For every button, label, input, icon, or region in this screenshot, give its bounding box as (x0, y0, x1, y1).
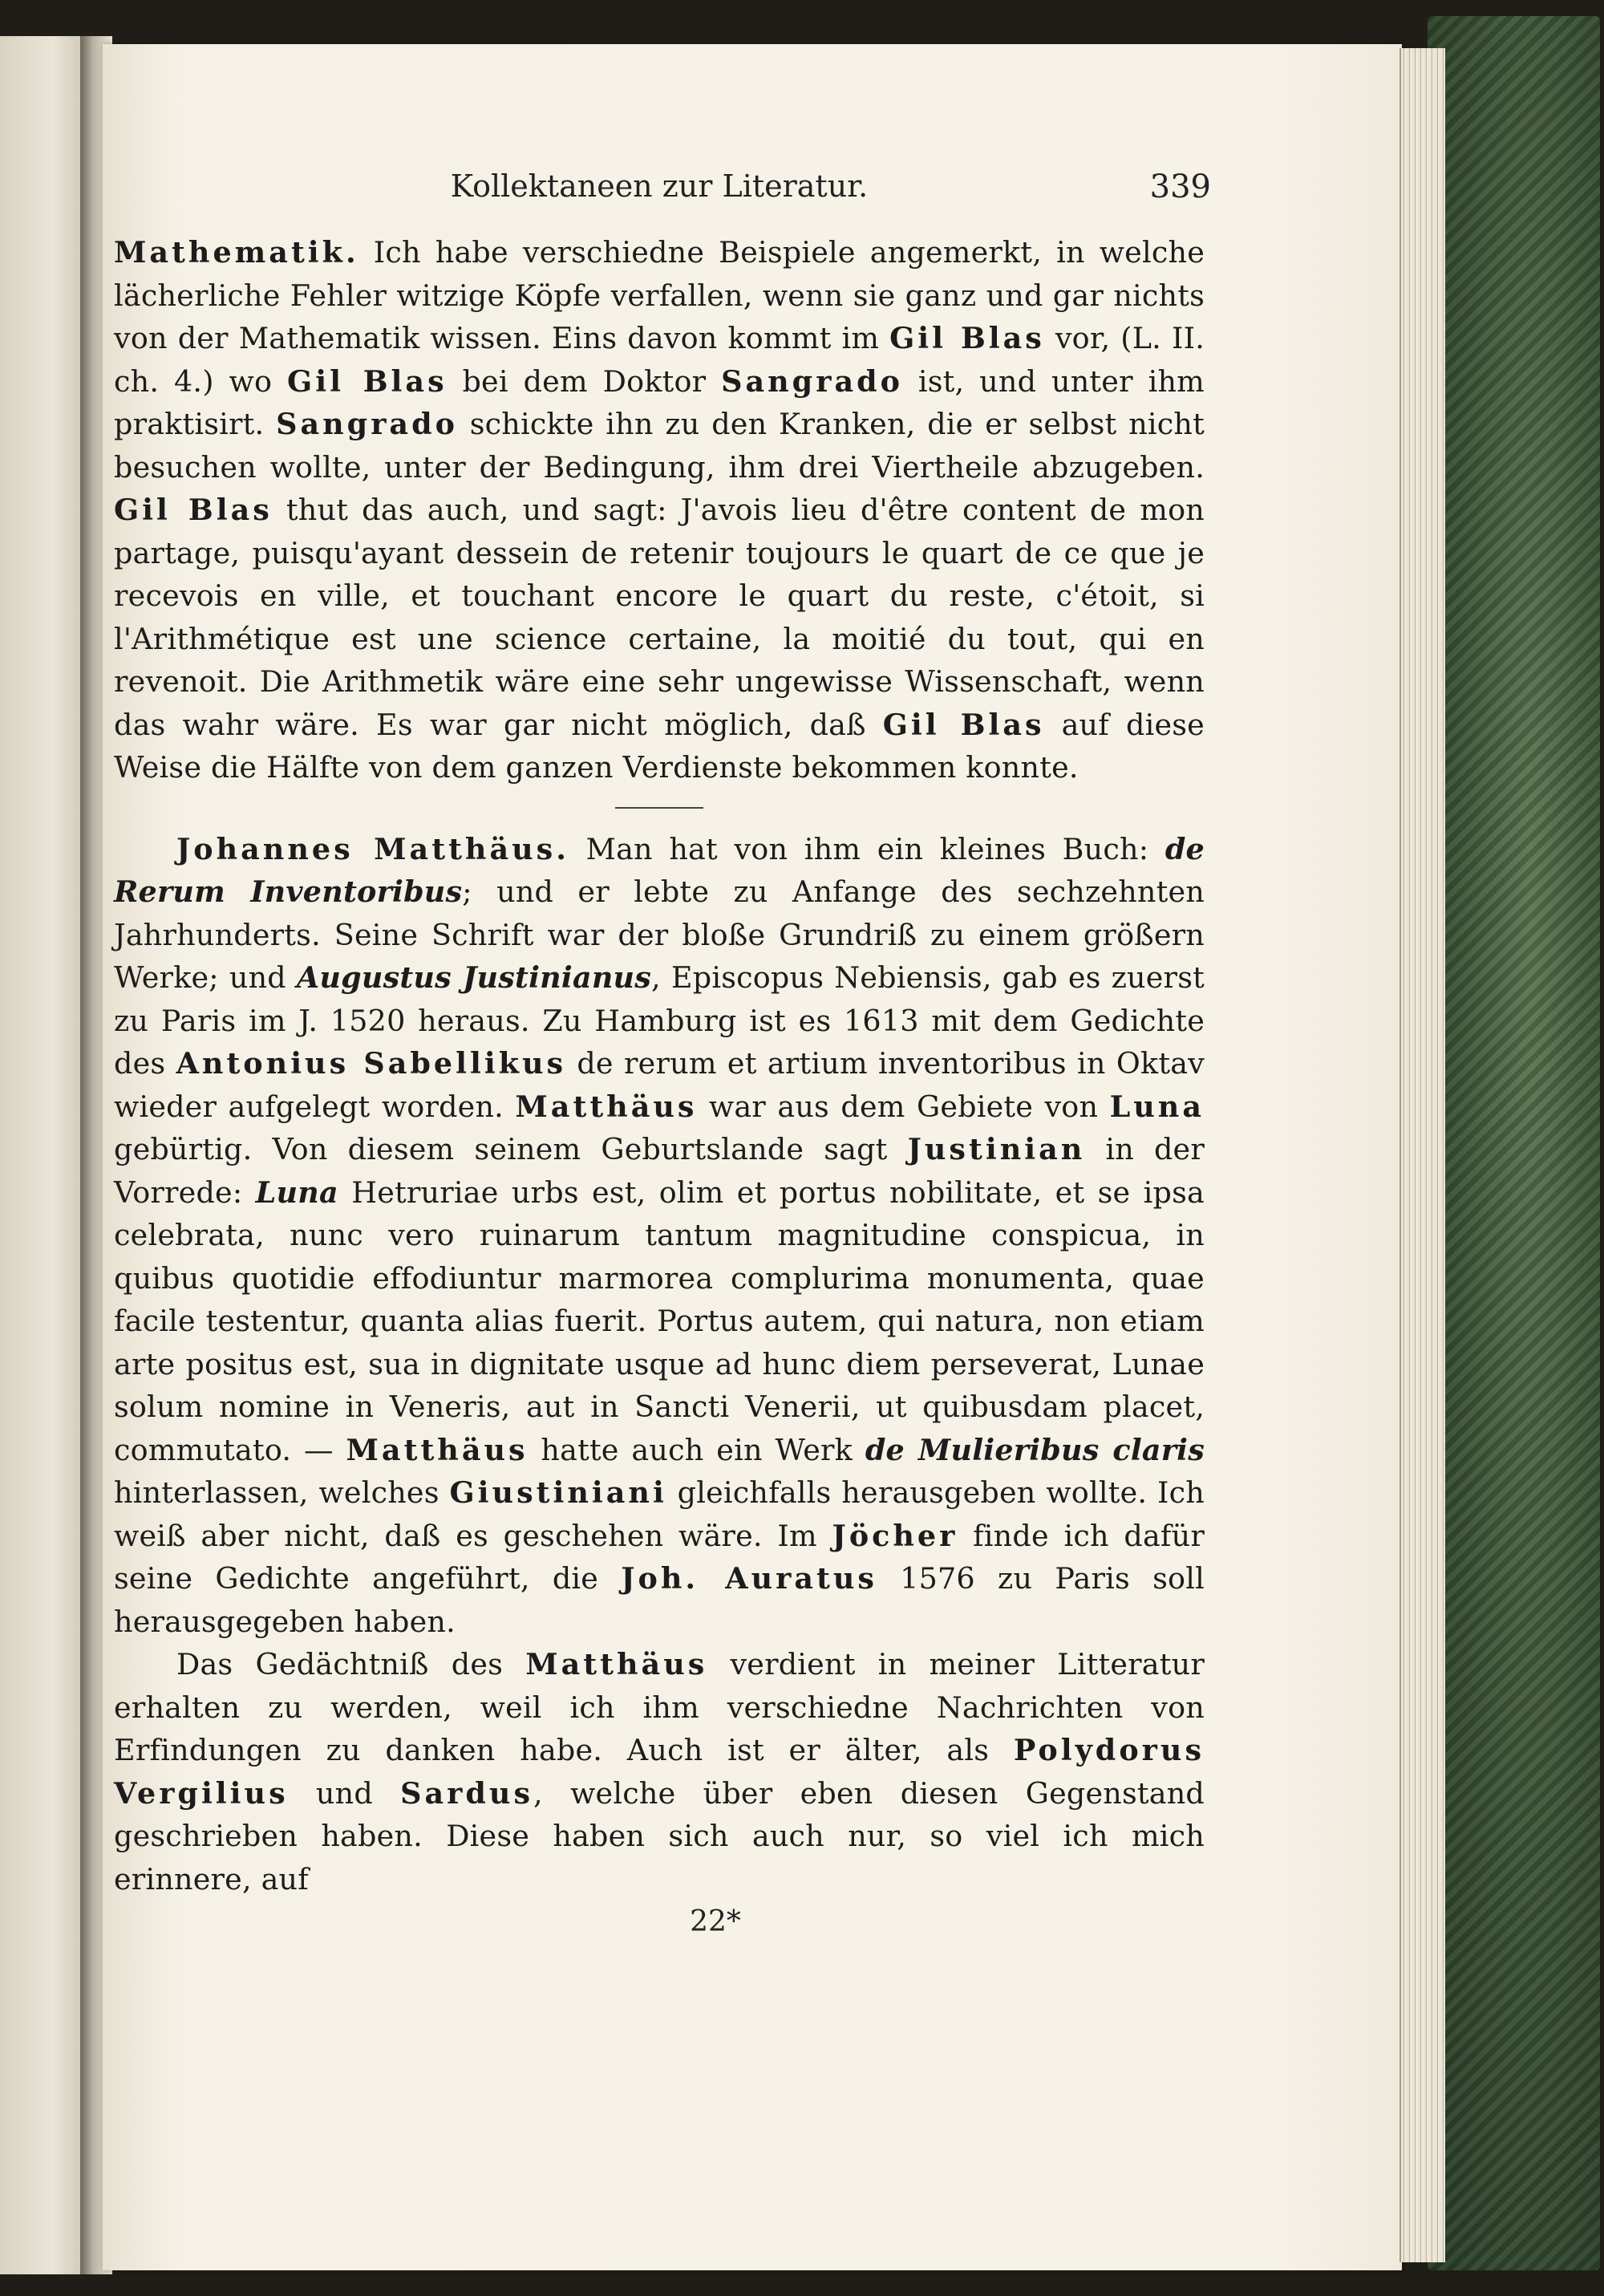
person-name: Polydorus Vergilius (114, 1733, 1205, 1811)
sheet-signature: 22* (690, 1905, 741, 1938)
running-title: Kollektaneen zur Literatur. (450, 168, 869, 204)
page-header (114, 168, 1211, 217)
text: gebürtig. Von diesem seinem Geburtslande sagt (114, 1132, 908, 1166)
person-name: Augustus Justinianus (296, 960, 652, 995)
person-name: Gil Blas (882, 707, 1045, 742)
person-name: Sardus (400, 1775, 534, 1811)
person-name: Sangrado (276, 407, 458, 441)
person-name: Sangrado (721, 363, 903, 399)
person-name: Jöcher (832, 1518, 958, 1553)
person-name: Joh. Auratus (621, 1561, 877, 1596)
facing-page-edge (0, 36, 87, 2274)
person-name: Matthäus (515, 1089, 698, 1124)
book-title: de Mulieribus claris (865, 1432, 1205, 1467)
text: war aus dem Gebiete von (697, 1089, 1110, 1124)
place-name: Luna (255, 1174, 338, 1210)
paragraph-mathematik (114, 231, 1205, 789)
text: bei dem Doktor (447, 363, 722, 399)
text: Man hat von ihm ein kleines Buch: (569, 831, 1165, 866)
text: gleichfalls herausgeben wollte. Ich weiß aber nicht, daß es geschehen wäre. Im (114, 1475, 1205, 1553)
paragraph-gedaechtniss (114, 1643, 1205, 1900)
person-name: Gil Blas (287, 363, 448, 399)
place-name: Luna (1109, 1089, 1205, 1124)
text: auf diese Weise die Hälfte von dem ganzen Verdienste bekommen konnte. (114, 707, 1205, 785)
text: Das Gedächtniß des (176, 1647, 526, 1681)
text: ist, und unter ihm praktisirt. (114, 363, 1205, 441)
page-content (114, 168, 1211, 1938)
text: in der Vorrede: (114, 1132, 1205, 1210)
person-name: Gil Blas (889, 321, 1045, 355)
person-name: Antonius Sabellikus (176, 1046, 567, 1081)
text: ; und er lebte zu Anfange des sechzehnten Jahrhunderts. Seine Schrift war der bloße Grundriß zu einem größern Werke; und (114, 874, 1205, 995)
text: , Episcopus Nebiensis, gab es zuerst zu Paris im J. 1520 heraus. Zu Hamburg ist es 1613 mit dem Gedichte des (114, 960, 1205, 1081)
text: vor, (L. II. ch. 4.) wo (114, 321, 1205, 399)
text: verdient in meiner Litteratur erhalten zu werden, weil ich ihm verschiedne Nachrichten von Erfindungen zu danken habe. Auch ist er älter, als (114, 1647, 1205, 1767)
text: , welche über eben diesen Gegenstand geschrieben haben. Diese haben sich auch nur, so viel ich mich erinnere, auf (114, 1775, 1205, 1896)
text: 1576 zu Paris soll herausgegeben haben. (114, 1561, 1205, 1639)
text: Ich habe verschiedne Beispiele angemerkt, in welche lächerliche Fehler witzige Köpfe verfallen, wenn sie ganz und gar nichts von der Mathematik wissen. Eins davon kommt im (114, 235, 1205, 355)
section-heading: Johannes Matthäus. (176, 831, 569, 866)
person-name: Matthäus (346, 1432, 529, 1467)
text: thut das auch, und sagt: J'avois lieu d'être content de mon partage, puisqu'ayant dessein de retenir toujours le quart de ce que je recevois en ville, et touchant encore le quart du reste, c'étoit, si l'Arithmétique est une science certaine, la moitié du tout, qui en revenoit. Die Arithmetik wäre eine sehr ungewisse Wissenschaft, wenn das wahr wäre. Es war gar nicht möglich, daß (114, 493, 1205, 742)
person-name: Giustiniani (449, 1475, 667, 1510)
section-heading: Mathematik. (114, 235, 359, 270)
text: finde ich dafür seine Gedichte angeführt, die (114, 1518, 1205, 1596)
text: hatte auch ein Werk (528, 1432, 865, 1467)
person-name: Gil Blas (114, 493, 273, 527)
text: und (288, 1775, 401, 1811)
book-title: de Rerum Inventoribus (114, 831, 1205, 909)
paragraph-matthaeus (114, 828, 1205, 1644)
person-name: Justinian (907, 1132, 1086, 1166)
section-divider (615, 807, 703, 809)
text: hinterlassen, welches (114, 1475, 450, 1510)
text: de rerum et artium inventoribus in Oktav wieder aufgelegt worden. (114, 1046, 1205, 1124)
text: Hetruriae urbs est, olim et portus nobilitate, et se ipsa celebrata, nunc vero ruinarum tantum magnitudine conspicua, in quibus quotidie effodiuntur marmorea complurima monumenta, quae facile testentur, quanta alias fuerit. Portus autem, qui natura, non etiam arte positus est, sua in dignitate usque ad hunc diem perseverat, Lunae solum nomine in Veneris, aut in Sancti Venerii, ut quibusdam placet, commutato. — (114, 1174, 1205, 1467)
page-edges (1399, 48, 1445, 2262)
person-name: Matthäus (525, 1647, 708, 1681)
book-cover (1428, 16, 1600, 2270)
page-number: 339 (1149, 168, 1211, 205)
text: schickte ihn zu den Kranken, die er selbst nicht besuchen wollte, unter der Bedingung, ihm drei Viertheile abzugeben. (114, 407, 1205, 485)
